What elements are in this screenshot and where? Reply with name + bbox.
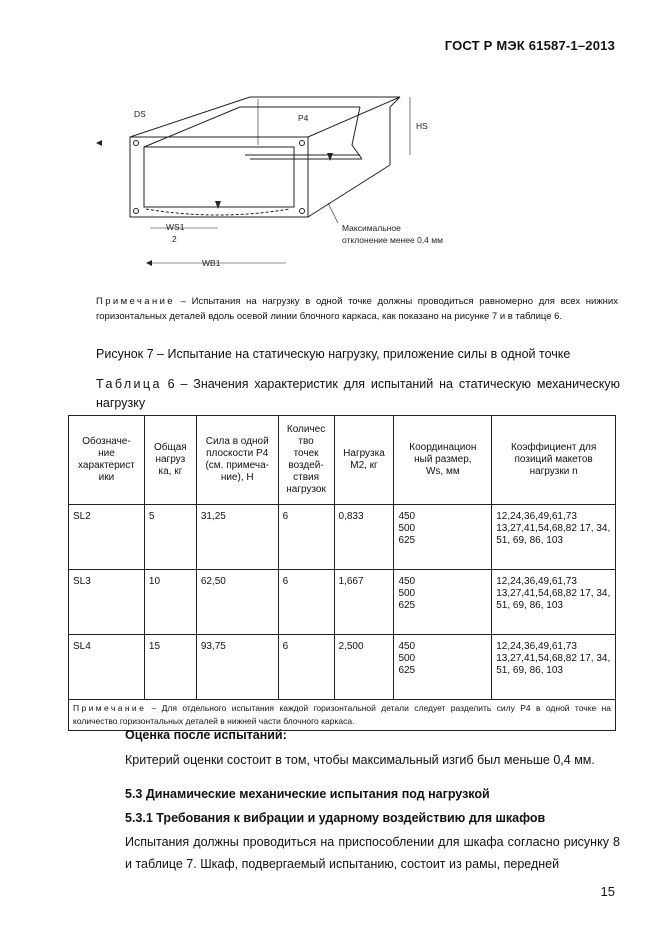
- cell-total: 10: [144, 570, 196, 635]
- note-prefix: Примечание: [96, 296, 175, 307]
- figure-note: [96, 294, 618, 324]
- cell-load: 0,833: [334, 505, 394, 570]
- header-points: Количес тво точек воздей- ствия нагрузок: [278, 416, 334, 505]
- assessment-title: Оценка после испытаний:: [125, 728, 287, 742]
- header-designation: Обозначе- ние характерист ики: [69, 416, 145, 505]
- table-caption-text: 6 – Значения характеристик для испытаний на статическую механическую нагрузку: [96, 377, 621, 410]
- page-number: 15: [600, 884, 615, 899]
- cell-coef: 12,24,36,49,61,73 13,27,41,54,68,82 17, 34, 51, 69, 86, 103: [492, 505, 616, 570]
- table-note-row: [69, 700, 616, 731]
- document-header: ГОСТ Р МЭК 61587-1–2013: [444, 38, 615, 53]
- load-arrow-front: [215, 201, 221, 209]
- table-note-text: – Для отдельного испытания каждой горизонтальной детали следует разделить силу Р4 в одной точке на количество горизонтальных деталей в нижней части блочного каркаса.: [73, 703, 611, 726]
- cell-designation: SL3: [69, 570, 145, 635]
- table-caption-prefix: Таблица: [96, 377, 162, 391]
- table-note: [69, 700, 616, 731]
- table-row: [69, 570, 616, 635]
- header-force: Сила в одной плоскости Р4 (см. примеча- ние), Н: [196, 416, 278, 505]
- label-ds: DS: [134, 109, 146, 119]
- cell-designation: SL4: [69, 635, 145, 700]
- cell-sizes: 450 500 625: [394, 635, 492, 700]
- label-two: 2: [172, 234, 177, 244]
- cell-points: 6: [278, 635, 334, 700]
- frame-drawing: [90, 85, 510, 275]
- cell-force: 31,25: [196, 505, 278, 570]
- figure-caption: Рисунок 7 – Испытание на статическую нагрузку, приложение силы в одной точке: [96, 347, 571, 361]
- front-opening: [144, 147, 294, 207]
- header-size: Координацион ный размер, Ws, мм: [394, 416, 492, 505]
- header-load-m2: Нагрузка М2, кг: [334, 416, 394, 505]
- cell-coef: 12,24,36,49,61,73 13,27,41,54,68,82 17, 34, 51, 69, 86, 103: [492, 570, 616, 635]
- cell-sizes: 450 500 625: [394, 570, 492, 635]
- label-ws1-half: WS1: [166, 222, 185, 232]
- assessment-text: Критерий оценки состоит в том, чтобы максимальный изгиб был меньше 0,4 мм.: [125, 753, 595, 767]
- cell-coef: 12,24,36,49,61,73 13,27,41,54,68,82 17, 34, 51, 69, 86, 103: [492, 635, 616, 700]
- table-caption: [96, 375, 620, 413]
- table-header-row: [69, 416, 616, 505]
- cell-sizes: 450 500 625: [394, 505, 492, 570]
- cell-points: 6: [278, 570, 334, 635]
- figure-7-diagram: [90, 85, 510, 275]
- cell-force: 62,50: [196, 570, 278, 635]
- label-wb1: WB1: [202, 258, 221, 268]
- cell-total: 5: [144, 505, 196, 570]
- header-total-load: Общая нагруз ка, кг: [144, 416, 196, 505]
- deflection-label-line2: отклонение менее 0,4 мм: [342, 235, 443, 245]
- deflection-label-line1: Максимальное: [342, 223, 401, 233]
- cell-force: 93,75: [196, 635, 278, 700]
- section-5-3-heading: 5.3 Динамические механические испытания под нагрузкой: [125, 787, 490, 801]
- table-note-prefix: Примечание: [73, 703, 147, 713]
- table-row: [69, 505, 616, 570]
- table-row: [69, 635, 616, 700]
- body-paragraph: Испытания должны проводиться на приспособлении для шкафа согласно рисунку 8 и таблице 7. Шкаф, подвергаемый испытанию, состоит из рамы, передней: [125, 835, 620, 871]
- cell-load: 2,500: [334, 635, 394, 700]
- static-load-table: [68, 415, 616, 731]
- cell-designation: SL2: [69, 505, 145, 570]
- note-text: – Испытания на нагрузку в одной точке должны проводиться равномерно для всех нижних горизонтальных деталей вдоль осевой линии блочного каркаса, как показано на рисунке 7 и в таблице 6.: [96, 296, 618, 322]
- label-hs: HS: [416, 121, 428, 131]
- header-coefficient: Коэффициент для позиций макетов нагрузки n: [492, 416, 616, 505]
- cell-points: 6: [278, 505, 334, 570]
- cell-total: 15: [144, 635, 196, 700]
- label-p4: P4: [298, 113, 309, 123]
- load-arrow-rear: [327, 153, 333, 161]
- cell-load: 1,667: [334, 570, 394, 635]
- section-5-3-1-heading: 5.3.1 Требования к вибрации и ударному воздействию для шкафов: [125, 811, 546, 825]
